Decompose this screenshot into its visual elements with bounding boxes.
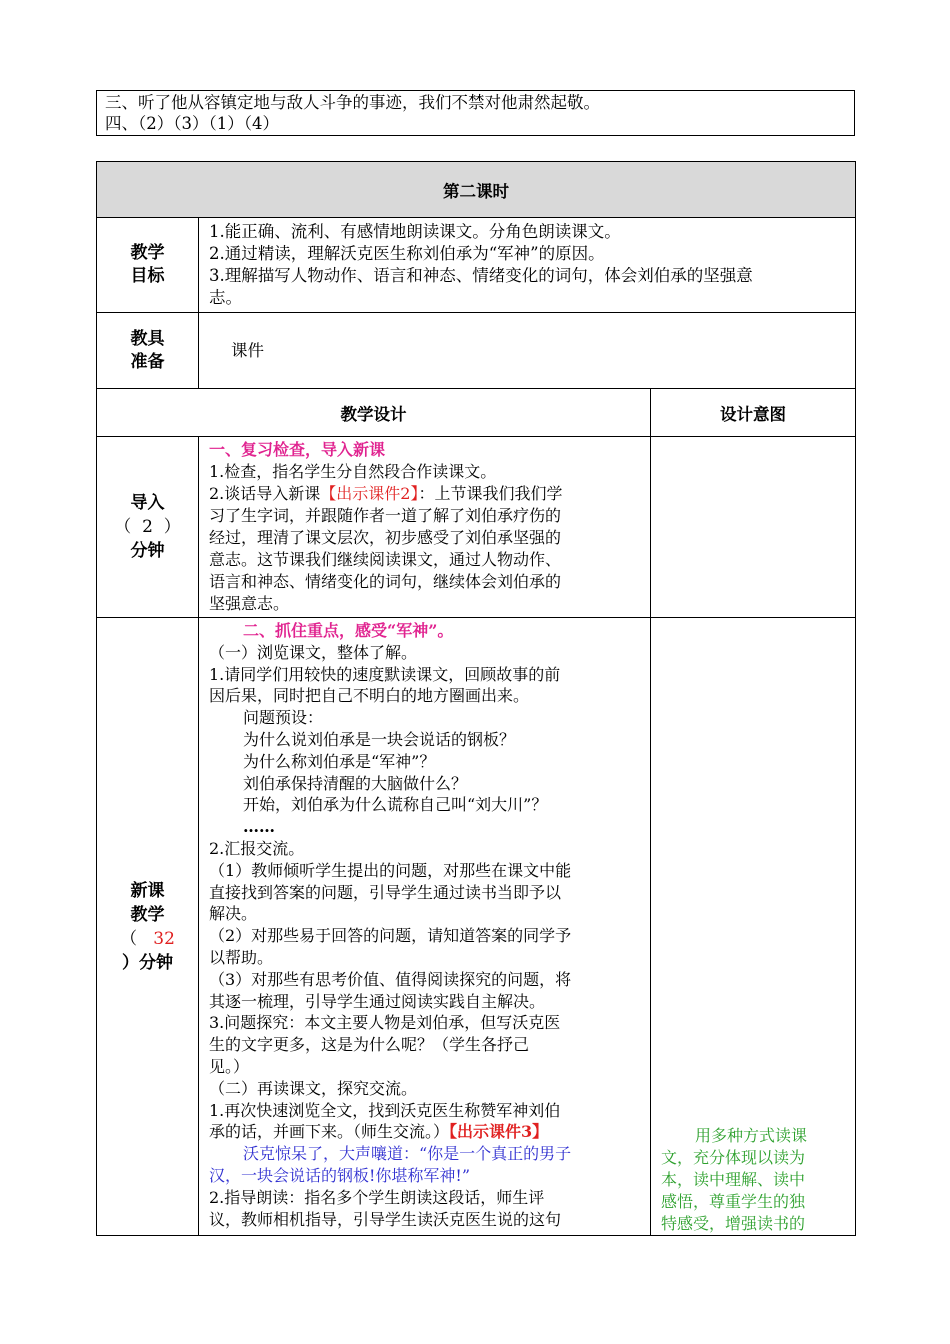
goal-item: 1.能正确、流利、有感情地朗读课文。分角色朗读课文。 [209, 222, 621, 241]
intro-content: 一、复习检查，导入新课 1.检查，指名学生分自然段合作读课文。 2.谈话导入新课【出示课件2】：上节课我们我们学 习了生字词，并跟随作者一道了解了刘伯承疗伤的 经过，理清了课文层次，初步感受了刘伯承坚强的 意志。这节课我们继续阅读课文，通过人物动作、 语言和神态、情绪变化的词句，继续体会刘伯承的 坚强意志。 [199, 437, 651, 618]
design-header: 教学设计 [97, 389, 651, 437]
quote-line: 沃克惊呆了，大声嚷道：“你是一个真正的男子 [243, 1144, 572, 1164]
goals-label: 教学 目标 [97, 218, 199, 313]
courseware-link-3: 【出示课件3】 [449, 1122, 549, 1142]
goal-item: 2.通过精读，理解沃克医生称刘伯承为“军神”的原因。 [209, 244, 605, 263]
lesson-table [96, 161, 856, 1236]
intro-intent [651, 437, 856, 618]
tools-value: 课件 [231, 340, 264, 360]
goals-content [199, 218, 856, 313]
new-lesson-heading: 二、抓住重点，感受“军神”。 [243, 621, 454, 640]
intent-header: 设计意图 [651, 389, 856, 437]
new-lesson-intent: 用多种方式读课 文，充分体现以读为 本，读中理解、读中 感悟，尊重学生的独 特感受，增强读书的 [651, 618, 856, 1236]
answer-line-3: 三、听了他从容镇定地与敌人斗争的事迹，我们不禁对他肃然起敬。 [105, 93, 600, 112]
quote-line: 汉，一块会说话的钢板!你堪称军神!” [209, 1165, 471, 1185]
intro-label: 导入 （ 2 ） 分钟 [97, 437, 199, 618]
goal-item: 志。 [209, 288, 242, 307]
lesson-title: 第二课时 [97, 162, 856, 218]
answer-box [96, 90, 855, 136]
answer-line-4: 四、（2）（3）（1）（4） [105, 114, 279, 133]
tools-content [199, 313, 856, 389]
new-lesson-label: 新课 教学 （ 32 ）分钟 [97, 618, 199, 1236]
intro-heading: 一、复习检查，导入新课 [209, 440, 386, 459]
courseware-link-2: 【出示课件2】 [320, 484, 419, 503]
tools-label: 教具 准备 [97, 313, 199, 389]
new-lesson-content: 二、抓住重点，感受“军神”。 （一）浏览课文，整体了解。 1.请同学们用较快的速度默读课文，回顾故事的前 因后果，同时把自己不明白的地方圈画出来。 问题预设： 为什么说刘伯承是一块会说话的钢板？ 为什么称刘伯承是“军神”？ 刘伯承保持清醒的大脑做什么？ 开始，刘伯承为什么谎称自己叫“刘大川”？ …… 2.汇报交流。 （1）教师倾听学生提出的问题，对那些在课文中能 直接找到答案的问题，引导学生通过读书当即予以 解决。 （2）对那些易于回答的问题，请知道答案的同学予 以帮助。 （3）对那些有思考价值、值得阅读探究的问题，将 其逐一梳理，引导学生通过阅读实践自主解决。 3.问题探究：本文主要人物是刘伯承，但写沃克医 生的文字更多，这是为什么呢？（学生各抒己 见。） （二）再读课文，探究交流。 1.再次快速浏览全文，找到沃克医生称赞军神刘伯 承的话，并画下来。（师生交流。）【出示课件3】 沃克惊呆了，大声嚷道：“你是一个真正的男子 汉，一块会说话的钢板!你堪称军神!” 2.指导朗读：指名多个学生朗读这段话，师生评 议，教师相机指导，引导学生读沃克医生说的这句 [199, 618, 651, 1236]
goal-item: 3.理解描写人物动作、语言和神态、情绪变化的词句，体会刘伯承的坚强意 [209, 266, 753, 285]
